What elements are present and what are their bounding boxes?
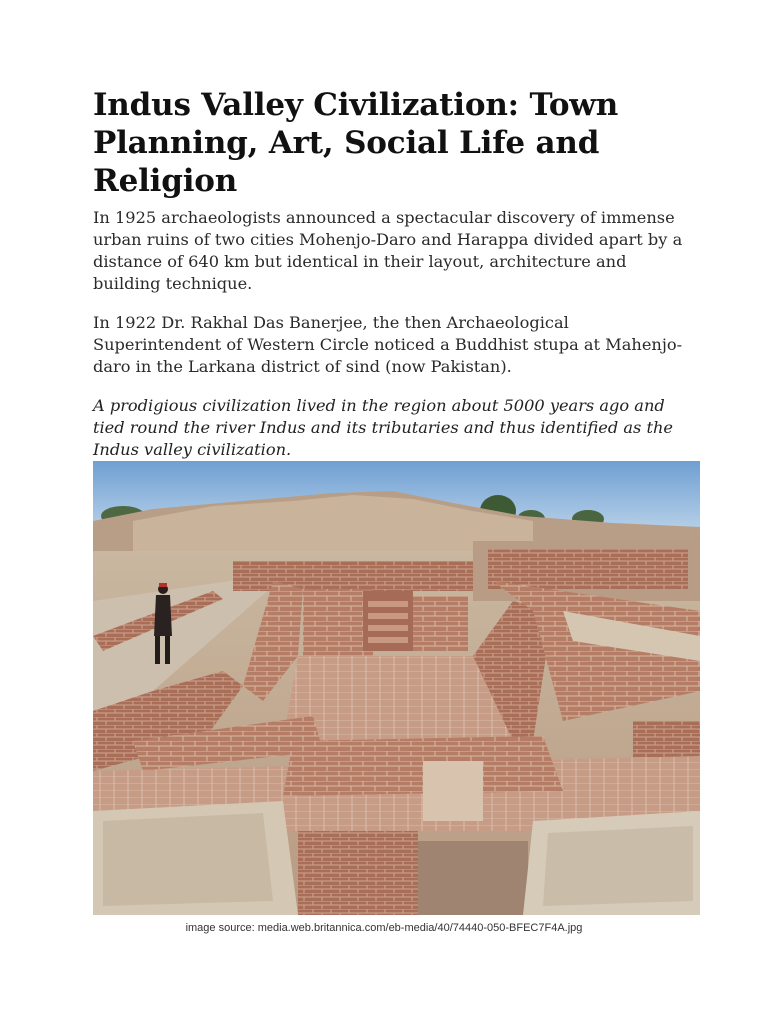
paragraph-discovery: In 1925 archaeologists announced a spectacular discovery of immense urban ruins of two cities Mohenjo-Daro and Harappa divided apart by a distance of 640 km but identical in their layout, architecture and building technique.: [93, 208, 683, 293]
image-caption: image source: media.web.britannica.com/eb-media/40/74440-050-BFEC7F4A.jpg: [185, 922, 583, 934]
page-title: Indus Valley Civilization: Town Planning, Art, Social Life and Religion: [93, 87, 619, 199]
paragraph-banerjee: In 1922 Dr. Rakhal Das Banerjee, the then Archaeological Superintendent of Western Circle noticed a Buddhist stupa at Mahenjo-daro in the Larkana district of sind (now Pakistan).: [93, 313, 683, 376]
paragraph-civilization: A prodigious civilization lived in the region about 5000 years ago and tied round the river Indus and its tributaries and thus identified as the Indus valley civilization.: [93, 396, 673, 459]
mohenjo-daro-ruins-photo: [93, 461, 700, 915]
